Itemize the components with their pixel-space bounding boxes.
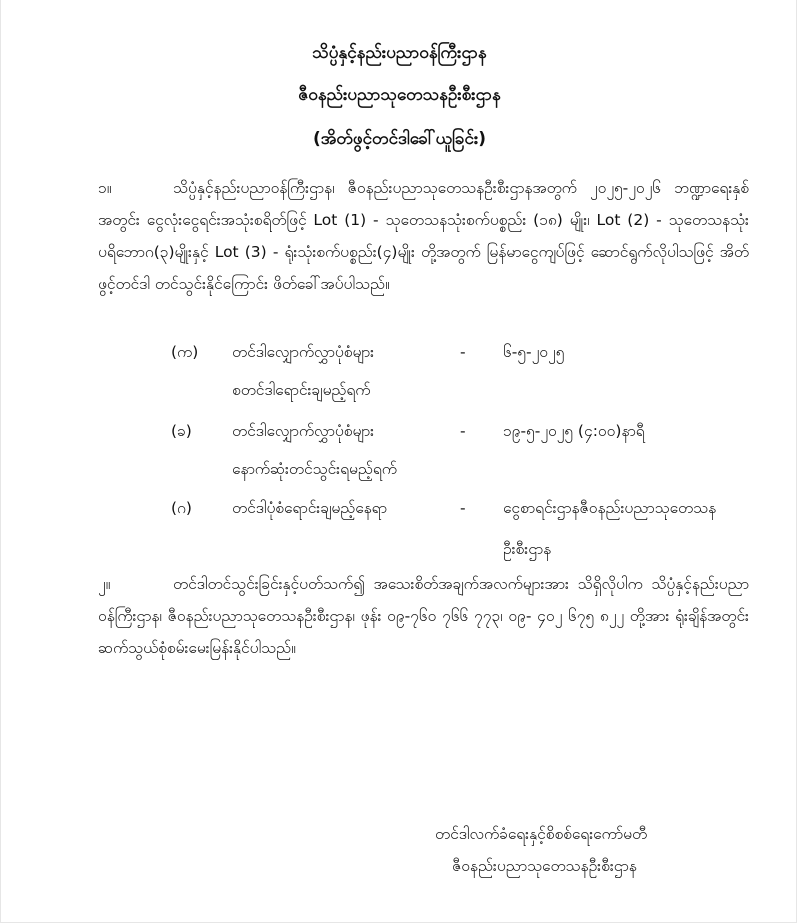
schedule-item-a-value: ၆-၅-၂၀၂၅ xyxy=(503,343,565,361)
paragraph-1-text: သိပ္ပံနှင့်နည်းပညာဝန်ကြီးဌာန၊ ဇီဝနည်းပညာသုတေသနဦးစီးဌာနအတွက် ၂၀၂၅-၂၀၂၆ ဘဏ္ဍာရေးနှစ်အတွင်း ငွေလုံးငွေရင်းအသုံးစရိတ်ဖြင့် Lot (1) - သုတေသနသုံးစက်ပစ္စည်း (၁၈) မျိုး၊ Lot (2) - သုတေသနသုံးပရိဘောဂ(၃)မျိုးနှင့် Lot (3) - ရုံးသုံးစက်ပစ္စည်း(၄)မျိုး တို့အတွက် မြန်မာငွေကျပ်ဖြင့် ဆောင်ရွက်လိုပါသဖြင့် အိတ်ဖွင့်တင်ဒါ တင်သွင်းနိုင်ကြောင်း ဖိတ်ခေါ်အပ်ပါသည်။ xyxy=(98,179,749,293)
schedule-item-a-dash: - xyxy=(460,343,466,361)
schedule-item-c-label: (ဂ) xyxy=(171,499,192,517)
signature-committee: တင်ဒါလက်ခံရေးနှင့်စိစစ်ရေးကော်မတီ xyxy=(435,825,648,843)
department-title: ဇီဝနည်းပညာသုတေသနဦးစီးဌာန xyxy=(298,85,501,105)
schedule-item-b-dash: - xyxy=(460,422,466,440)
schedule-item-c-value-1: ငွေစာရင်းဌာနဇီဝနည်းပညာသုတေသန xyxy=(503,499,717,517)
paragraph-1-number: ၁။ xyxy=(98,179,112,197)
signature-department: ဇီဝနည်းပညာသုတေသနဦးစီးဌာန xyxy=(452,857,637,875)
schedule-item-a-text-2: စတင်ဒါရောင်းချမည့်ရက် xyxy=(232,381,371,399)
notice-title: (အိတ်ဖွင့်တင်ဒါခေါ်ယူခြင်း) xyxy=(312,129,487,149)
schedule-item-c-text-1: တင်ဒါပုံစံရောင်းချမည့်နေရာ xyxy=(232,499,387,517)
paragraph-2-text: တင်ဒါတင်သွင်းခြင်းနှင့်ပတ်သက်၍ အသေးစိတ်အချက်အလက်များအား သိရှိလိုပါက သိပ္ပံနှင့်နည်းပညာဝန်ကြီးဌာန၊ ဇီဝနည်းပညာသုတေသနဦးစီးဌာန၊ ဖုန်း ၀၉-၇၆၀ ၇၆၆ ၇၇၃၊ ၀၉- ၄၀၂ ၆၇၅ ၈၂၂ တို့အား ရုံးချိန်အတွင်း ဆက်သွယ်စုံစမ်းမေးမြန်းနိုင်ပါသည်။ xyxy=(98,575,749,657)
paragraph-2-number: ၂။ xyxy=(98,575,111,593)
ministry-title: သိပ္ပံနှင့်နည်းပညာဝန်ကြီးဌာန xyxy=(312,43,487,63)
schedule-item-a-text-1: တင်ဒါလျှောက်လွှာပုံစံများ xyxy=(232,343,375,361)
schedule-item-c-dash: - xyxy=(460,499,466,517)
schedule-item-b-value: ၁၉-၅-၂၀၂၅ (၄:၀၀)နာရီ xyxy=(503,422,645,440)
schedule-item-b-text-2: နောက်ဆုံးတင်သွင်းရမည့်ရက် xyxy=(232,460,397,478)
paragraph-2 xyxy=(98,568,749,664)
paragraph-1 xyxy=(98,172,749,300)
schedule-item-b-text-1: တင်ဒါလျှောက်လွှာပုံစံများ xyxy=(232,422,375,440)
schedule-item-a-label: (က) xyxy=(171,343,199,361)
schedule-item-b-label: (ခ) xyxy=(171,422,192,440)
schedule-item-c-value-2: ဦးစီးဌာန xyxy=(503,540,552,558)
